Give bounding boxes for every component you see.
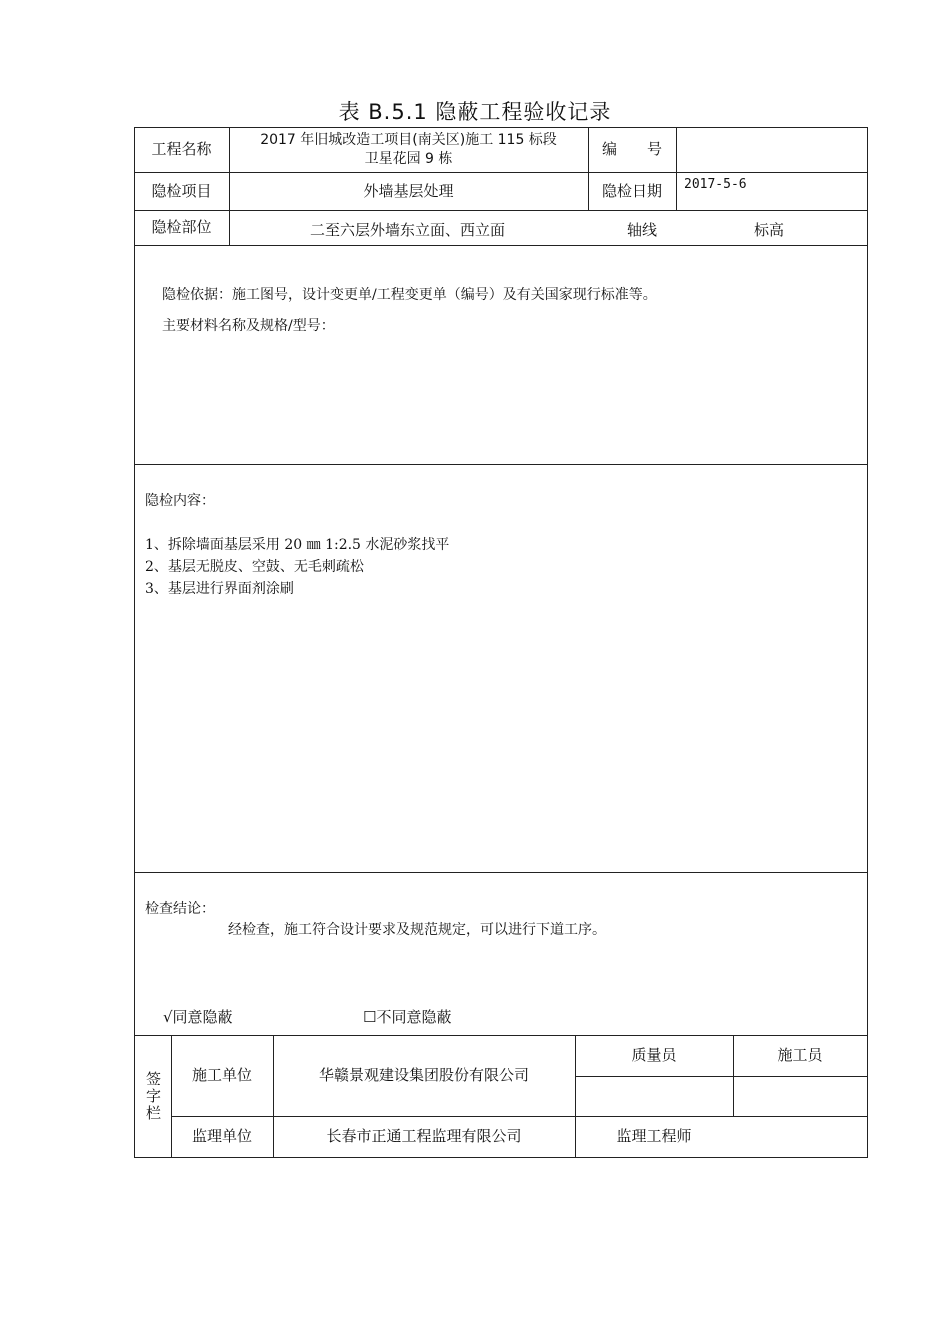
conclusion-text: 经检查，施工符合设计要求及规范规定，可以进行下道工序。 — [228, 922, 606, 938]
content-item-1: 1、拆除墙面基层采用 20 ㎜ 1:2.5 水泥砂浆找平 — [145, 537, 450, 553]
project-name-line1: 2017 年旧城改造工项目(南关区)施工 115 标段 — [260, 131, 557, 148]
table-line — [134, 210, 868, 211]
quality-inspector-label: 质量员 — [631, 1046, 677, 1064]
construction-unit-value: 华赣景观建设集团股份有限公司 — [318, 1066, 529, 1084]
axis-label: 轴线 — [627, 221, 658, 239]
sign-column-label — [134, 1035, 171, 1157]
supervision-unit-label: 监理单位 — [191, 1127, 252, 1145]
content-item-3: 3、基层进行界面剂涂刷 — [145, 581, 294, 597]
project-name-line2: 卫星花园 9 栋 — [364, 150, 453, 167]
inspection-item-value: 外墙基层处理 — [363, 181, 454, 200]
page-title: 表 B.5.1 隐蔽工程验收记录 — [338, 100, 612, 124]
table-line — [134, 1157, 868, 1158]
construction-unit-label: 施工单位 — [191, 1066, 252, 1084]
conclusion-heading: 检查结论： — [145, 901, 215, 917]
table-line — [134, 464, 868, 465]
content-heading: 隐检内容： — [145, 493, 215, 509]
project-name-value — [229, 127, 588, 172]
constructor-label: 施工员 — [777, 1046, 823, 1064]
basis-line2: 主要材料名称及规格/型号： — [162, 318, 335, 334]
content-item-2: 2、基层无脱皮、空鼓、无毛刺疏松 — [145, 559, 364, 575]
supervision-engineer-label: 监理工程师 — [616, 1127, 692, 1145]
inspection-location-label: 隐检部位 — [151, 218, 212, 236]
inspection-date-label: 隐检日期 — [601, 181, 662, 200]
table-line — [134, 872, 868, 873]
inspection-location-value: 二至六层外墙东立面、西立面 — [310, 221, 506, 239]
number-label: 编 号 — [601, 140, 662, 158]
elevation-label: 标高 — [754, 221, 785, 239]
inspection-item-label: 隐检项目 — [151, 181, 212, 200]
inspection-date-value: 2017-5-6 — [684, 177, 747, 192]
number-value — [676, 127, 867, 172]
table-line — [134, 127, 135, 1158]
project-name-label: 工程名称 — [151, 140, 212, 158]
disagree-checkbox: ☐不同意隐蔽 — [363, 1008, 452, 1026]
agree-checkbox: √同意隐蔽 — [163, 1008, 233, 1026]
table-line — [867, 127, 868, 1158]
sign-column-text: 签字栏 — [144, 1070, 162, 1122]
supervision-unit-value: 长春市正通工程监理有限公司 — [326, 1127, 522, 1145]
basis-line1: 隐检依据：施工图号，设计变更单/工程变更单（编号）及有关国家现行标准等。 — [162, 287, 657, 303]
table-line — [575, 1076, 868, 1077]
table-line — [134, 245, 868, 246]
